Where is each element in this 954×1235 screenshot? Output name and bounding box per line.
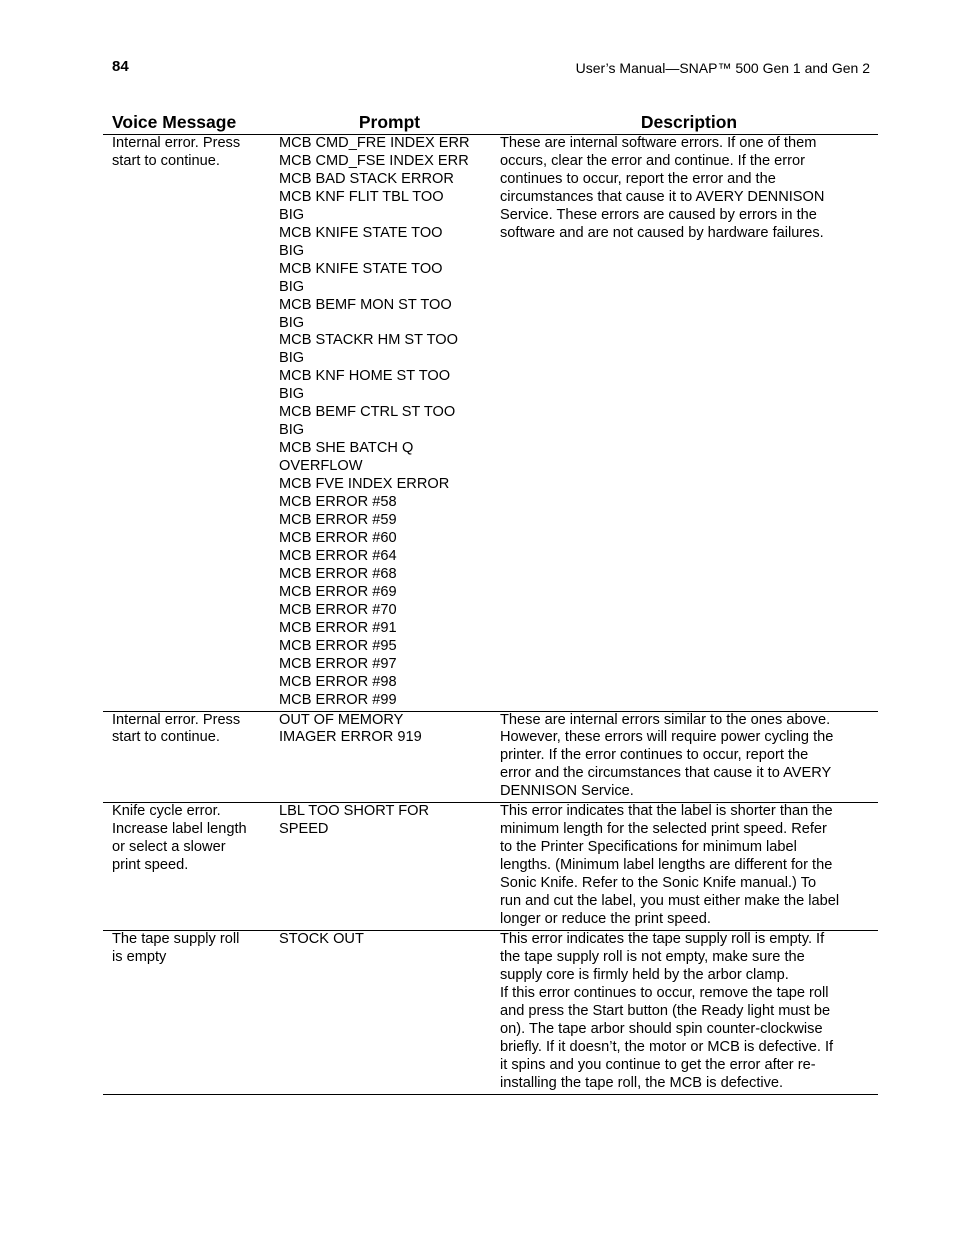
description-line: software and are not caused by hardware failures. (500, 224, 824, 241)
description-line: briefly. If it doesn’t, the motor or MCB is defective. If (500, 1038, 834, 1055)
voice-message-cell (103, 135, 279, 712)
voice-message-cell (103, 711, 279, 803)
prompt-line: BIG (279, 242, 305, 259)
description-cell (500, 803, 878, 931)
prompt-line: BIG (279, 422, 305, 439)
prompt-line: MCB BEMF CTRL ST TOO (279, 404, 456, 421)
table-body (103, 135, 878, 1095)
description-line: Service. These errors are caused by errors in the (500, 206, 817, 223)
prompt-line: MCB ERROR #91 (279, 619, 397, 636)
voice-message-line: Increase label length (112, 821, 247, 838)
prompt-line: SPEED (279, 821, 329, 838)
prompt-line: BIG (279, 386, 305, 403)
description-cell (500, 711, 878, 803)
description-cell (500, 930, 878, 1094)
prompt-line: BIG (279, 278, 305, 295)
description-line: minimum length for the selected print speed. Refer (500, 821, 827, 838)
table-header-row (103, 112, 878, 135)
description-line: longer or reduce the print speed. (500, 910, 711, 927)
column-header-voice-message: Voice Message (103, 112, 279, 135)
description-line: DENNISON Service. (500, 783, 634, 800)
prompt-line: MCB ERROR #99 (279, 691, 397, 708)
prompt-line: MCB ERROR #97 (279, 655, 397, 672)
description-line: and press the Start button (the Ready light must be (500, 1002, 831, 1019)
description-line: supply core is firmly held by the arbor clamp. (500, 966, 789, 983)
description-line: These are internal software errors. If one of them (500, 135, 817, 151)
prompt-cell (279, 930, 500, 1094)
voice-message-line: print speed. (112, 857, 189, 874)
description-line: These are internal errors similar to the ones above. (500, 711, 831, 728)
description-line: However, these errors will require power cycling the (500, 729, 834, 746)
prompt-line: MCB ERROR #58 (279, 494, 397, 511)
prompt-line: MCB SHE BATCH Q (279, 440, 414, 457)
description-line: lengths. (Minimum label lengths are different for the (500, 857, 833, 874)
description-line: Sonic Knife. Refer to the Sonic Knife manual.) To (500, 875, 817, 892)
prompt-line: MCB KNIFE STATE TOO (279, 224, 443, 241)
description-line: This error indicates that the label is shorter than the (500, 803, 833, 820)
prompt-cell (279, 135, 500, 712)
running-header: User’s Manual—SNAP™ 500 Gen 1 and Gen 2 (575, 60, 870, 76)
voice-message-line: Internal error. Press (112, 711, 241, 728)
voice-message-line: The tape supply roll (112, 930, 240, 947)
voice-message-line: start to continue. (112, 729, 220, 746)
prompt-cell (279, 803, 500, 931)
prompt-line: BIG (279, 350, 305, 367)
description-line: If this error continues to occur, remove the tape roll (500, 984, 829, 1001)
prompt-line: LBL TOO SHORT FOR (279, 803, 430, 820)
voice-message-line: Knife cycle error. (112, 803, 221, 820)
description-line: printer. If the error continues to occur, report the (500, 747, 809, 764)
voice-message-line: or select a slower (112, 839, 226, 856)
voice-message-cell (103, 930, 279, 1094)
description-line: This error indicates the tape supply roll is empty. If (500, 930, 825, 947)
prompt-line: MCB CMD_FSE INDEX ERR (279, 152, 469, 169)
prompt-line: MCB KNF HOME ST TOO (279, 368, 451, 385)
prompt-line: MCB ERROR #98 (279, 673, 397, 690)
table-row (103, 135, 878, 712)
prompt-line: MCB BAD STACK ERROR (279, 170, 454, 187)
description-line: continues to occur, report the error and the (500, 170, 776, 187)
description-line: circumstances that cause it to AVERY DENNISON (500, 188, 825, 205)
description-line: the tape supply roll is not empty, make sure the (500, 948, 805, 965)
prompt-line: MCB BEMF MON ST TOO (279, 296, 452, 313)
prompt-line: MCB STACKR HM ST TOO (279, 332, 458, 349)
prompt-line: OUT OF MEMORY (279, 711, 404, 728)
prompt-line: MCB ERROR #95 (279, 637, 397, 654)
prompt-line: MCB ERROR #70 (279, 601, 397, 618)
prompt-line: OVERFLOW (279, 458, 363, 475)
prompt-line: BIG (279, 206, 305, 223)
prompt-line: MCB ERROR #69 (279, 583, 397, 600)
description-cell (500, 135, 878, 712)
prompt-line: MCB ERROR #68 (279, 565, 397, 582)
table-row (103, 803, 878, 931)
voice-message-line: is empty (112, 948, 167, 965)
table-row (103, 711, 878, 803)
description-line: error and the circumstances that cause it to AVERY (500, 765, 832, 782)
prompt-line: IMAGER ERROR 919 (279, 729, 422, 746)
voice-message-cell (103, 803, 279, 931)
description-line: on). The tape arbor should spin counter-clockwise (500, 1020, 823, 1037)
prompt-line: MCB FVE INDEX ERROR (279, 476, 450, 493)
prompt-line: MCB CMD_FRE INDEX ERR (279, 135, 470, 151)
prompt-line: MCB ERROR #64 (279, 547, 397, 564)
prompt-line: MCB KNF FLIT TBL TOO (279, 188, 444, 205)
prompt-line: MCB ERROR #60 (279, 529, 397, 546)
description-line: occurs, clear the error and continue. If the error (500, 152, 805, 169)
table-row (103, 930, 878, 1094)
prompt-line: MCB KNIFE STATE TOO (279, 260, 443, 277)
prompt-cell (279, 711, 500, 803)
description-line: installing the tape roll, the MCB is defective. (500, 1074, 784, 1091)
voice-message-line: Internal error. Press (112, 135, 241, 151)
column-header-prompt: Prompt (279, 112, 500, 135)
voice-message-line: start to continue. (112, 152, 220, 169)
description-line: it spins and you continue to get the error after re- (500, 1056, 816, 1073)
description-line: run and cut the label, you must either make the label (500, 893, 840, 910)
prompt-line: MCB ERROR #59 (279, 512, 397, 529)
page-number: 84 (112, 58, 129, 75)
description-line: to the Printer Specifications for minimum label (500, 839, 797, 856)
column-header-description: Description (500, 112, 878, 135)
prompt-line: BIG (279, 314, 305, 331)
prompt-line: STOCK OUT (279, 930, 364, 947)
error-table (103, 112, 878, 1095)
